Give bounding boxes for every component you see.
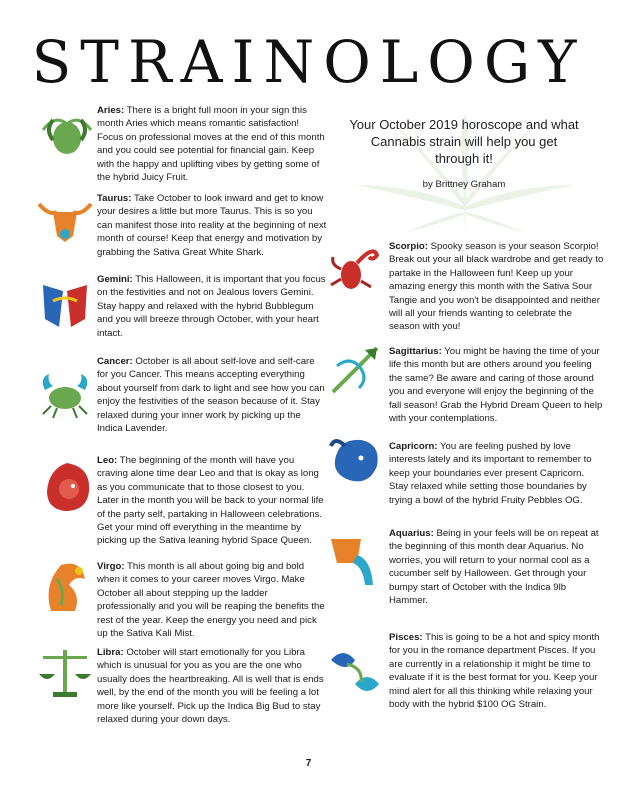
scorpio-text: Spooky season is your season Scorpio! Break out your all black wardrobe and get ready to partake in the Halloween fun! Keep up your amazing energy this month with the Sativa Sour Tangie and you won't be disappointed and neither will all your friends wanting to celebrate the season with you! [389,241,604,333]
leo-name: Leo: [97,455,118,466]
libra-text: October will start emotionally for you Libra which is unusual for you as you are the one who usually does the heartbreaking. All is well that is ends well, by the end of the month you will be feeling a lot more like yourself. Pick up the Indica Big Bud to stay relaxed during your down days. [97,647,324,726]
taurus-text: Take October to look inward and get to know your desires a little but more Taurus. This is so you can manifest those into reality at the beginning of next month of course! Keep that energy and motivation by grabbing the Sativa Great White Shark. [97,193,327,258]
capricorn-entry [389,440,604,507]
virgo-entry [97,560,327,640]
aquarius-entry [389,527,604,607]
aries-name: Aries: [97,105,125,116]
page-number: 7 [305,758,312,769]
aries-entry [97,104,327,184]
virgo-text: This month is all about going big and bold when it comes to your career moves Virgo. Make October all about stepping up the ladder professionally and you will be reaping the benefits the rest of the year. Keep the energy you need and pick up the Sativa Kali Mist. [97,561,325,640]
capricorn-goat-icon [325,430,389,494]
pisces-entry [389,631,604,711]
aquarius-name: Aquarius: [389,528,434,539]
sagittarius-entry [389,345,604,425]
capricorn-name: Capricorn: [389,441,438,452]
page-title: STRAINOLOGY [31,28,586,96]
intro-title: Your October 2019 horoscope and what Cannabis strain will help you get through it! [349,117,579,166]
taurus-entry [97,192,327,259]
leo-text: The beginning of the month will have you craving alone time dear Leo and that is okay as long as you communicate that to those closest to you. Later in the month you will be back to your normal life of the party self, partaking in Halloween celebrations. Get your mind off everything in the meantime by picking up the Sativa leaning hybrid Space Queen. [97,455,324,547]
pisces-fish-icon [323,640,387,704]
cancer-entry [97,355,327,435]
gemini-text: This Halloween, it is important that you focus on the festivities and not on Jealous lovers Gemini. Stay happy and relaxed with the hybrid Bubblegum and you will breeze through October, with your heart intact. [97,274,326,339]
scorpio-scorpion-icon [323,235,387,299]
pisces-text: This is going to be a hot and spicy month for you in the romance department Pisces. If you are currently in a relationship it might be time to evaluate if it is the best format for you. Keep your mind alert for all this thinking while relaxing your body with the hybrid $100 OG Strain. [389,632,600,711]
gemini-name: Gemini: [97,274,133,285]
libra-name: Libra: [97,647,124,658]
gemini-twins-icon [33,271,97,335]
libra-scales-icon [33,640,97,704]
aquarius-text: Being in your feels will be on repeat at the beginning of this month dear Aquarius. No worries, you will return to your normal cool as a cucumber self by Halloween. Get through your bumpy start of October with the Indica 9lb Hammer. [389,528,599,607]
gemini-entry [97,273,327,340]
cancer-name: Cancer: [97,356,133,367]
virgo-name: Virgo: [97,561,125,572]
leo-lion-icon [35,455,99,519]
sagittarius-name: Sagittarius: [389,346,442,357]
sagittarius-archer-icon [323,338,387,402]
aquarius-water-bearer-icon [323,525,387,589]
sagittarius-text: You might be having the time of your life this month but are others around you feeling the same? Be aware and caring of those around you and everyone will enjoy the beginning of the fall season! Grab the Hybrid Dream Queen to help with your contemplations. [389,346,603,425]
taurus-name: Taurus: [97,193,132,204]
capricorn-text: You are feeling pushed by love interests lately and its important to remember to keep your boundaries ever present Capricorn. Stay relaxed while setting those boundaries by trying a bowl of the hybrid Fruity Pebbles OG. [389,441,592,506]
scorpio-name: Scorpio: [389,241,428,252]
byline: by Brittney Graham [422,179,506,190]
aries-text: There is a bright full moon in your sign this month Aries which means romantic satisfaction! Focus on professional moves at the end of this month and you could see potential for financial gain. Keep with the happy and uplifting vibes by getting some of the hybrid Juicy Fruit. [97,105,325,184]
scorpio-entry [389,240,604,334]
virgo-maiden-icon [35,555,99,619]
libra-entry [97,646,327,726]
cancer-crab-icon [33,360,97,424]
pisces-name: Pisces: [389,632,423,643]
aries-ram-icon [35,100,99,164]
leo-entry [97,454,327,548]
taurus-bull-icon [33,186,97,250]
cancer-text: October is all about self-love and self-care for you Cancer. This means accepting everything about yourself from dark to light and see how you can enjoy the festivities of the season because of it. Stay relaxed during your inner work by picking up the Indica Lavender. [97,356,325,435]
